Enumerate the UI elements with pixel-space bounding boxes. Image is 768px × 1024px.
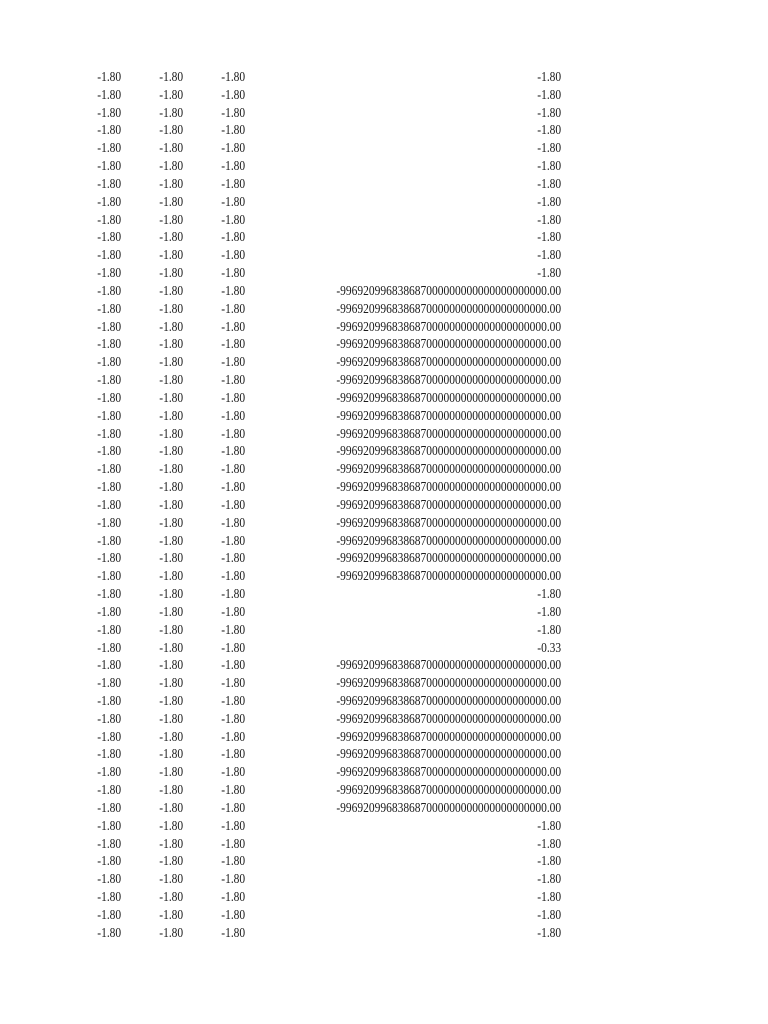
table-cell-col-a: -1.80 [97, 105, 121, 121]
table-cell-col-c: -1.80 [221, 283, 245, 299]
table-cell-col-b: -1.80 [159, 747, 183, 763]
table-cell-col-d: -996920996838687000000000000000000000.00 [336, 747, 561, 763]
table-cell-col-d: -996920996838687000000000000000000000.00 [336, 676, 561, 692]
table-row [0, 568, 768, 586]
table-cell-col-a: -1.80 [97, 123, 121, 139]
table-cell-col-b: -1.80 [159, 872, 183, 888]
table-cell-col-a: -1.80 [97, 497, 121, 513]
table-row [0, 889, 768, 907]
table-cell-col-b: -1.80 [159, 658, 183, 674]
table-cell-col-b: -1.80 [159, 105, 183, 121]
table-cell-col-d: -1.80 [537, 622, 561, 638]
table-row [0, 479, 768, 497]
table-cell-col-a: -1.80 [97, 515, 121, 531]
table-row [0, 194, 768, 212]
table-cell-col-d: -1.80 [537, 854, 561, 870]
table-cell-col-a: -1.80 [97, 533, 121, 549]
table-cell-col-b: -1.80 [159, 533, 183, 549]
table-row [0, 443, 768, 461]
table-cell-col-b: -1.80 [159, 87, 183, 103]
table-cell-col-a: -1.80 [97, 373, 121, 389]
table-cell-col-a: -1.80 [97, 569, 121, 585]
table-row [0, 319, 768, 337]
table-row [0, 176, 768, 194]
table-cell-col-a: -1.80 [97, 640, 121, 656]
table-cell-col-c: -1.80 [221, 836, 245, 852]
table-row [0, 69, 768, 87]
table-cell-col-a: -1.80 [97, 800, 121, 816]
table-cell-col-a: -1.80 [97, 907, 121, 923]
table-cell-col-c: -1.80 [221, 248, 245, 264]
table-cell-col-a: -1.80 [97, 266, 121, 282]
table-cell-col-c: -1.80 [221, 765, 245, 781]
table-cell-col-b: -1.80 [159, 604, 183, 620]
table-cell-col-d: -996920996838687000000000000000000000.00 [336, 480, 561, 496]
table-cell-col-c: -1.80 [221, 462, 245, 478]
table-cell-col-b: -1.80 [159, 390, 183, 406]
table-cell-col-b: -1.80 [159, 836, 183, 852]
table-cell-col-c: -1.80 [221, 194, 245, 210]
table-cell-col-c: -1.80 [221, 70, 245, 85]
table-row [0, 158, 768, 176]
table-cell-col-a: -1.80 [97, 426, 121, 442]
table-cell-col-b: -1.80 [159, 355, 183, 371]
table-cell-col-c: -1.80 [221, 141, 245, 157]
table-cell-col-d: -996920996838687000000000000000000000.00 [336, 283, 561, 299]
table-cell-col-b: -1.80 [159, 337, 183, 353]
table-row [0, 372, 768, 390]
table-cell-col-c: -1.80 [221, 587, 245, 603]
table-cell-col-a: -1.80 [97, 729, 121, 745]
table-cell-col-a: -1.80 [97, 783, 121, 799]
table-cell-col-a: -1.80 [97, 141, 121, 157]
table-cell-col-d: -996920996838687000000000000000000000.00 [336, 444, 561, 460]
table-cell-col-d: -996920996838687000000000000000000000.00 [336, 800, 561, 816]
table-cell-col-c: -1.80 [221, 515, 245, 531]
table-cell-col-d: -996920996838687000000000000000000000.00 [336, 497, 561, 513]
table-cell-col-d: -996920996838687000000000000000000000.00 [336, 533, 561, 549]
table-cell-col-a: -1.80 [97, 248, 121, 264]
table-cell-col-a: -1.80 [97, 676, 121, 692]
table-row [0, 586, 768, 604]
table-cell-col-a: -1.80 [97, 587, 121, 603]
table-cell-col-d: -1.80 [537, 836, 561, 852]
table-cell-col-b: -1.80 [159, 212, 183, 228]
table-cell-col-a: -1.80 [97, 70, 121, 85]
table-cell-col-a: -1.80 [97, 765, 121, 781]
table-cell-col-c: -1.80 [221, 355, 245, 371]
table-cell-col-b: -1.80 [159, 818, 183, 834]
table-cell-col-b: -1.80 [159, 230, 183, 246]
table-cell-col-b: -1.80 [159, 319, 183, 335]
table-cell-col-c: -1.80 [221, 390, 245, 406]
table-row [0, 675, 768, 693]
table-cell-col-a: -1.80 [97, 480, 121, 496]
table-cell-col-a: -1.80 [97, 87, 121, 103]
table-cell-col-a: -1.80 [97, 890, 121, 906]
table-cell-col-b: -1.80 [159, 765, 183, 781]
table-row [0, 836, 768, 854]
table-cell-col-d: -996920996838687000000000000000000000.00 [336, 783, 561, 799]
table-cell-col-b: -1.80 [159, 176, 183, 192]
table-row [0, 105, 768, 123]
table-cell-col-a: -1.80 [97, 622, 121, 638]
table-cell-col-a: -1.80 [97, 230, 121, 246]
table-cell-col-d: -1.80 [537, 925, 561, 941]
table-row [0, 640, 768, 658]
table-row [0, 87, 768, 105]
table-row [0, 229, 768, 247]
data-table [0, 69, 768, 943]
table-cell-col-b: -1.80 [159, 194, 183, 210]
table-cell-col-a: -1.80 [97, 408, 121, 424]
table-cell-col-c: -1.80 [221, 800, 245, 816]
table-cell-col-c: -1.80 [221, 854, 245, 870]
table-row [0, 782, 768, 800]
table-cell-col-c: -1.80 [221, 266, 245, 282]
table-cell-col-c: -1.80 [221, 711, 245, 727]
table-cell-col-d: -996920996838687000000000000000000000.00 [336, 337, 561, 353]
table-row [0, 426, 768, 444]
table-cell-col-d: -1.80 [537, 230, 561, 246]
table-cell-col-d: -1.80 [537, 587, 561, 603]
table-cell-col-b: -1.80 [159, 283, 183, 299]
table-cell-col-c: -1.80 [221, 907, 245, 923]
table-cell-col-c: -1.80 [221, 105, 245, 121]
table-cell-col-c: -1.80 [221, 301, 245, 317]
table-row [0, 390, 768, 408]
table-cell-col-a: -1.80 [97, 462, 121, 478]
table-cell-col-c: -1.80 [221, 426, 245, 442]
table-cell-col-d: -1.80 [537, 818, 561, 834]
table-cell-col-d: -996920996838687000000000000000000000.00 [336, 319, 561, 335]
table-cell-col-c: -1.80 [221, 497, 245, 513]
table-cell-col-a: -1.80 [97, 818, 121, 834]
table-cell-col-c: -1.80 [221, 640, 245, 656]
table-row [0, 871, 768, 889]
table-cell-col-c: -1.80 [221, 480, 245, 496]
table-cell-col-c: -1.80 [221, 159, 245, 175]
table-row [0, 764, 768, 782]
table-cell-col-c: -1.80 [221, 925, 245, 941]
table-cell-col-d: -1.80 [537, 141, 561, 157]
table-row [0, 336, 768, 354]
table-cell-col-d: -996920996838687000000000000000000000.00 [336, 693, 561, 709]
table-cell-col-a: -1.80 [97, 301, 121, 317]
table-cell-col-b: -1.80 [159, 783, 183, 799]
table-cell-col-d: -996920996838687000000000000000000000.00 [336, 515, 561, 531]
table-cell-col-c: -1.80 [221, 872, 245, 888]
table-row [0, 853, 768, 871]
table-cell-col-d: -1.80 [537, 890, 561, 906]
table-row [0, 604, 768, 622]
table-cell-col-c: -1.80 [221, 337, 245, 353]
table-cell-col-b: -1.80 [159, 800, 183, 816]
table-cell-col-d: -1.80 [537, 266, 561, 282]
table-cell-col-b: -1.80 [159, 248, 183, 264]
table-cell-col-d: -1.80 [537, 176, 561, 192]
table-cell-col-b: -1.80 [159, 480, 183, 496]
table-row [0, 907, 768, 925]
table-row [0, 746, 768, 764]
table-cell-col-c: -1.80 [221, 729, 245, 745]
table-cell-col-b: -1.80 [159, 444, 183, 460]
table-cell-col-b: -1.80 [159, 854, 183, 870]
table-cell-col-c: -1.80 [221, 604, 245, 620]
table-cell-col-a: -1.80 [97, 159, 121, 175]
table-row [0, 533, 768, 551]
table-cell-col-b: -1.80 [159, 640, 183, 656]
table-cell-col-d: -996920996838687000000000000000000000.00 [336, 551, 561, 567]
table-cell-col-a: -1.80 [97, 551, 121, 567]
table-row [0, 265, 768, 283]
table-cell-col-a: -1.80 [97, 194, 121, 210]
table-cell-col-c: -1.80 [221, 212, 245, 228]
table-cell-col-b: -1.80 [159, 123, 183, 139]
table-cell-col-c: -1.80 [221, 319, 245, 335]
table-cell-col-c: -1.80 [221, 533, 245, 549]
table-cell-col-a: -1.80 [97, 390, 121, 406]
table-cell-col-b: -1.80 [159, 408, 183, 424]
table-row [0, 800, 768, 818]
table-cell-col-c: -1.80 [221, 783, 245, 799]
table-cell-col-b: -1.80 [159, 890, 183, 906]
table-row [0, 247, 768, 265]
table-cell-col-b: -1.80 [159, 515, 183, 531]
table-cell-col-b: -1.80 [159, 426, 183, 442]
table-cell-col-b: -1.80 [159, 141, 183, 157]
table-row [0, 711, 768, 729]
table-row [0, 461, 768, 479]
table-cell-col-b: -1.80 [159, 907, 183, 923]
table-row [0, 925, 768, 943]
table-row [0, 515, 768, 533]
table-row [0, 497, 768, 515]
table-row [0, 212, 768, 230]
table-cell-col-d: -1.80 [537, 872, 561, 888]
table-cell-col-d: -996920996838687000000000000000000000.00 [336, 729, 561, 745]
table-cell-col-b: -1.80 [159, 497, 183, 513]
table-row [0, 354, 768, 372]
table-cell-col-a: -1.80 [97, 176, 121, 192]
table-cell-col-d: -1.80 [537, 70, 561, 85]
table-cell-col-d: -1.80 [537, 248, 561, 264]
table-cell-col-b: -1.80 [159, 266, 183, 282]
table-row [0, 550, 768, 568]
table-cell-col-d: -996920996838687000000000000000000000.00 [336, 765, 561, 781]
table-cell-col-c: -1.80 [221, 676, 245, 692]
table-cell-col-b: -1.80 [159, 569, 183, 585]
table-cell-col-b: -1.80 [159, 301, 183, 317]
table-cell-col-b: -1.80 [159, 676, 183, 692]
table-cell-col-d: -1.80 [537, 907, 561, 923]
table-cell-col-a: -1.80 [97, 319, 121, 335]
table-row [0, 622, 768, 640]
table-cell-col-b: -1.80 [159, 159, 183, 175]
table-cell-col-b: -1.80 [159, 587, 183, 603]
table-cell-col-c: -1.80 [221, 818, 245, 834]
table-cell-col-a: -1.80 [97, 711, 121, 727]
table-cell-col-a: -1.80 [97, 872, 121, 888]
table-cell-col-d: -1.80 [537, 105, 561, 121]
table-cell-col-a: -1.80 [97, 355, 121, 371]
table-cell-col-a: -1.80 [97, 212, 121, 228]
table-cell-col-c: -1.80 [221, 408, 245, 424]
table-cell-col-d: -996920996838687000000000000000000000.00 [336, 711, 561, 727]
table-cell-col-b: -1.80 [159, 462, 183, 478]
table-cell-col-c: -1.80 [221, 569, 245, 585]
table-cell-col-c: -1.80 [221, 87, 245, 103]
table-cell-col-a: -1.80 [97, 283, 121, 299]
table-cell-col-b: -1.80 [159, 711, 183, 727]
table-row [0, 657, 768, 675]
table-cell-col-d: -996920996838687000000000000000000000.00 [336, 355, 561, 371]
table-cell-col-c: -1.80 [221, 551, 245, 567]
table-cell-col-c: -1.80 [221, 890, 245, 906]
table-cell-col-d: -996920996838687000000000000000000000.00 [336, 301, 561, 317]
table-cell-col-a: -1.80 [97, 836, 121, 852]
table-cell-col-d: -996920996838687000000000000000000000.00 [336, 390, 561, 406]
table-cell-col-b: -1.80 [159, 70, 183, 85]
table-cell-col-d: -1.80 [537, 604, 561, 620]
table-row [0, 818, 768, 836]
table-cell-col-d: -996920996838687000000000000000000000.00 [336, 426, 561, 442]
table-cell-col-b: -1.80 [159, 622, 183, 638]
table-cell-col-c: -1.80 [221, 176, 245, 192]
table-cell-col-d: -996920996838687000000000000000000000.00 [336, 373, 561, 389]
table-cell-col-b: -1.80 [159, 693, 183, 709]
table-cell-col-d: -996920996838687000000000000000000000.00 [336, 658, 561, 674]
table-row [0, 408, 768, 426]
table-cell-col-b: -1.80 [159, 729, 183, 745]
table-row [0, 301, 768, 319]
table-cell-col-c: -1.80 [221, 230, 245, 246]
table-cell-col-d: -996920996838687000000000000000000000.00 [336, 408, 561, 424]
table-cell-col-c: -1.80 [221, 622, 245, 638]
table-cell-col-c: -1.80 [221, 373, 245, 389]
table-cell-col-d: -0.33 [537, 640, 561, 656]
table-cell-col-b: -1.80 [159, 925, 183, 941]
table-cell-col-a: -1.80 [97, 693, 121, 709]
table-cell-col-d: -996920996838687000000000000000000000.00 [336, 462, 561, 478]
table-row [0, 283, 768, 301]
table-cell-col-a: -1.80 [97, 854, 121, 870]
table-cell-col-c: -1.80 [221, 444, 245, 460]
table-cell-col-b: -1.80 [159, 551, 183, 567]
table-cell-col-c: -1.80 [221, 658, 245, 674]
table-cell-col-a: -1.80 [97, 444, 121, 460]
table-cell-col-d: -1.80 [537, 87, 561, 103]
table-row [0, 729, 768, 747]
table-cell-col-c: -1.80 [221, 693, 245, 709]
table-cell-col-c: -1.80 [221, 747, 245, 763]
table-cell-col-d: -1.80 [537, 123, 561, 139]
table-cell-col-a: -1.80 [97, 925, 121, 941]
table-row [0, 122, 768, 140]
table-cell-col-b: -1.80 [159, 373, 183, 389]
table-cell-col-a: -1.80 [97, 747, 121, 763]
table-row [0, 140, 768, 158]
table-cell-col-d: -996920996838687000000000000000000000.00 [336, 569, 561, 585]
table-row [0, 693, 768, 711]
table-cell-col-c: -1.80 [221, 123, 245, 139]
table-cell-col-d: -1.80 [537, 159, 561, 175]
table-cell-col-d: -1.80 [537, 212, 561, 228]
table-cell-col-a: -1.80 [97, 604, 121, 620]
table-cell-col-d: -1.80 [537, 194, 561, 210]
table-cell-col-a: -1.80 [97, 658, 121, 674]
table-cell-col-a: -1.80 [97, 337, 121, 353]
